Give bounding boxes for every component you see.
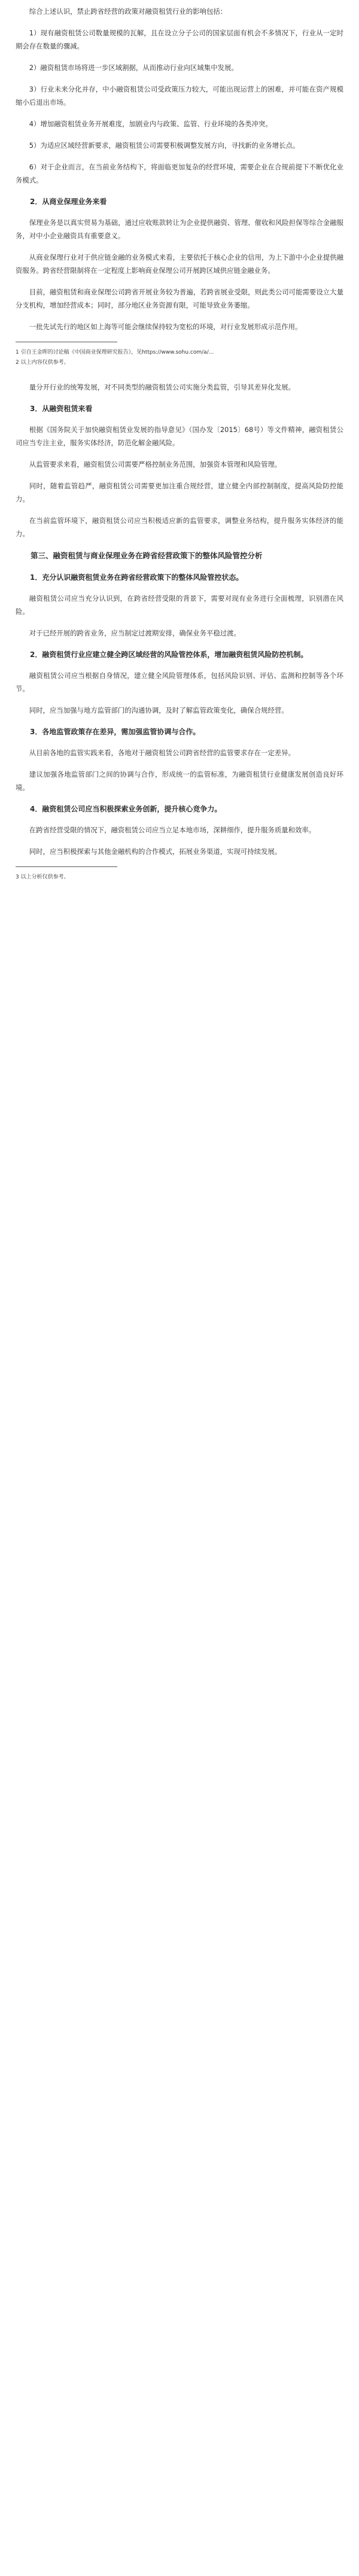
s3-point-3-heading: 3．各地监管政策存在差异，需加强监管协调与合作。	[30, 728, 200, 736]
supply-chain-p4: 一批先试先行的地区如上海等可能会继续保持较为宽松的环境，对行业发展形成示范作用。	[29, 323, 302, 331]
footnote-1: 1 引自王金晖的讨论稿《中国商业保理研究报告》，见https://www.sohu.com/a/...	[16, 349, 214, 355]
s3-point-3-p2: 建议加强各地监管部门之间的协调与合作，形成统一的监管标准，为融资租赁行业健康发展创造良好环境。	[16, 770, 343, 792]
intro-paragraph: 综合上述认识，禁止跨省经营的政策对融资租赁行业的影响包括：	[29, 7, 227, 16]
footnote-3: 3 以上分析仅供参考。	[16, 874, 69, 880]
s3-point-2-heading: 2．融资租赁行业应建立健全跨区域经营的风险管控体系，增加融资租赁风险防控机制。	[30, 650, 308, 659]
credit-p1: 量分开行业的统筹发展，对不同类型的融资租赁公司实施分类监管，引导其差异化发展。	[29, 383, 296, 391]
s3-point-4-p1: 在跨省经营受限的情况下，融资租赁公司应当立足本地市场，深耕细作，提升服务质量和效率。	[29, 826, 316, 834]
s3-point-1-heading: 1．充分认识融资租赁业务在跨省经营政策下的整体风险管控状态。	[30, 573, 244, 582]
finance-p2: 从监管要求来看，融资租赁公司需要严格控制业务范围，加强资本管理和风险管理。	[29, 460, 282, 469]
supply-chain-p3: 目前，融资租赁和商业保理公司跨省开展业务较为普遍，若跨省展业受限，则此类公司可能需要设立大量分支机构，增加经营成本；同时，部分地区业务资源有限，可能导致业务萎缩。	[16, 288, 343, 309]
section-three-heading: 第三、融资租赁与商业保理业务在跨省经营政策下的整体风险管控分析	[31, 551, 263, 560]
finance-p4: 在当前监管环境下，融资租赁公司应当积极适应新的监管要求，调整业务结构，提升服务实体经济的能力。	[16, 516, 343, 538]
finance-p1: 根据《国务院关于加快融资租赁业发展的指导意见》（国办发〔2015〕68号）等文件精神，融资租赁公司应当专注主业，服务实体经济，防范化解金融风险。	[16, 425, 343, 447]
s3-point-2-p2: 同时，应当加强与地方监管部门的沟通协调，及时了解监管政策变化，确保合规经营。	[29, 706, 288, 714]
point-2: 2）融资租赁市场将进一步区域割据，从而推动行业向区域集中发展。	[29, 63, 238, 72]
s3-point-2-p1: 融资租赁公司应当根据自身情况，建立健全风险管理体系，包括风险识别、评估、监测和控制等各个环节。	[16, 671, 343, 693]
point-3: 3）行业未来分化并存，中小融资租赁公司受政策压力较大，可能出现运营上的困难，并可能在资产规模缩小后退出市场。	[16, 85, 343, 107]
s3-point-1-p2: 对于已经开展的跨省业务，应当制定过渡期安排，确保业务平稳过渡。	[29, 629, 241, 637]
finance-p3: 同时，随着监管趋严，融资租赁公司需要更加注重合规经营，建立健全内部控制制度，提高风险防控能力。	[16, 482, 343, 503]
heading-2-supply-chain: 2．从商业保理业务来看	[30, 197, 107, 206]
footnote-2: 2 以上内容仅供参考。	[16, 360, 69, 366]
point-6: 6）对于企业而言，在当前业务结构下，将面临更加复杂的经营环境，需要企业在合规前提下不断优化业务模式。	[16, 163, 343, 184]
footnote-rule	[16, 866, 117, 867]
point-1: 1）现有融资租赁公司数量规模的瓦解，且在设立分子公司的国家层面有机会不多情况下，行业从一定时期会存在数量的骤减。	[16, 29, 343, 50]
heading-3-finance: 3．从融资租赁来看	[30, 405, 93, 413]
point-4: 4）增加融资租赁业务开展难度，加剧业内与政策、监管、行业环境的各类冲突。	[29, 120, 272, 128]
supply-chain-p2: 从商业保理行业对于供应链金融的业务模式来看，主要依托于核心企业的信用，为上下游中小企业提供融资服务。跨省经营限制将在一定程度上影响商业保理公司开展跨区域供应链金融业务。	[16, 253, 343, 275]
point-5: 5）为适应区域经营新要求，融资租赁公司需要积极调整发展方向，寻找新的业务增长点。	[29, 141, 300, 150]
supply-chain-p1: 保理业务是以真实贸易为基础，通过应收账款转让为企业提供融资、管理、催收和风险担保等综合金融服务，对中小企业融资具有重要意义。	[16, 218, 343, 240]
s3-point-4-heading: 4．融资租赁公司应当积极探索业务创新，提升核心竞争力。	[30, 805, 222, 813]
s3-point-4-p2: 同时，应当积极探索与其他金融机构的合作模式，拓展业务渠道，实现可持续发展。	[29, 847, 282, 856]
s3-point-1-p1: 融资租赁公司应当充分认识到，在跨省经营受限的背景下，需要对现有业务进行全面梳理，识别潜在风险。	[16, 594, 343, 616]
s3-point-3-p1: 从目前各地的监管实践来看，各地对于融资租赁公司跨省经营的监管要求存在一定差异。	[29, 749, 296, 757]
